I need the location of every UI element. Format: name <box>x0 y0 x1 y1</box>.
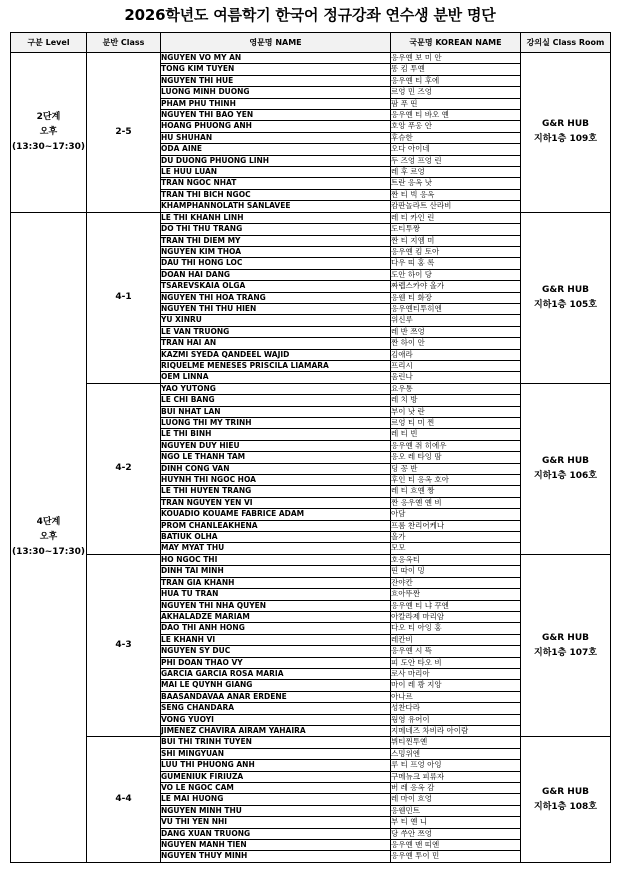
classroom-cell: G&R HUB 지하1층 105호 <box>521 212 611 383</box>
student-korean-name: 짠 하이 안 <box>391 338 521 349</box>
student-english-name: LE KHANH VI <box>161 634 391 645</box>
student-korean-name: 띤 따이 밍 <box>391 566 521 577</box>
student-english-name: NGUYEN THI HUE <box>161 75 391 86</box>
student-korean-name: 흐아뚜짠 <box>391 589 521 600</box>
student-english-name: AKHALADZE MARIAM <box>161 611 391 622</box>
student-english-name: BATIUK OLHA <box>161 532 391 543</box>
level-cell: 2단계 오후 (13:30~17:30) <box>11 53 87 213</box>
student-korean-name: 프롬 찬리어케나 <box>391 520 521 531</box>
student-korean-name: 레 반 쯔엉 <box>391 326 521 337</box>
student-korean-name: 응우옌 티 후에 <box>391 75 521 86</box>
student-korean-name: 웡영 유어이 <box>391 714 521 725</box>
student-korean-name: 레 마이 흐엉 <box>391 794 521 805</box>
student-english-name: DANG XUAN TRUONG <box>161 828 391 839</box>
student-english-name: LE THI BINH <box>161 429 391 440</box>
class-cell: 4-4 <box>87 737 161 862</box>
student-korean-name: 부 티 옌 니 <box>391 817 521 828</box>
student-korean-name: 응우옌 시 뜩 <box>391 646 521 657</box>
roster-body <box>11 53 611 863</box>
table-row <box>11 53 611 64</box>
student-english-name: VU THI YEN NHI <box>161 817 391 828</box>
student-korean-name: 피 도안 타오 비 <box>391 657 521 668</box>
student-korean-name: 요우통 <box>391 383 521 394</box>
student-korean-name: 두 즈엉 프엉 린 <box>391 155 521 166</box>
student-korean-name: 구메뉴크 피류자 <box>391 771 521 782</box>
student-english-name: HO NGOC THI <box>161 554 391 565</box>
student-korean-name: 응우옌 투이 민 <box>391 851 521 862</box>
student-korean-name: 짠 응우옌 옌 비 <box>391 497 521 508</box>
student-english-name: HUA TU TRAN <box>161 589 391 600</box>
classroom-cell: G&R HUB 지하1층 108호 <box>521 737 611 862</box>
student-english-name: PROM CHANLEAKHENA <box>161 520 391 531</box>
student-english-name: OEM LINNA <box>161 372 391 383</box>
student-korean-name: 르엉 민 즈엉 <box>391 87 521 98</box>
student-english-name: GARCIA GARCIA ROSA MARIA <box>161 668 391 679</box>
student-korean-name: 트란 응옥 낫 <box>391 178 521 189</box>
student-english-name: TONG KIM TUYEN <box>161 64 391 75</box>
header-class: 분반 Class <box>87 33 161 53</box>
student-korean-name: 응웬민트 <box>391 805 521 816</box>
student-english-name: NGUYEN THI BAO YEN <box>161 110 391 121</box>
student-korean-name: 뷔티찐투옌 <box>391 737 521 748</box>
student-korean-name: 김애라 <box>391 349 521 360</box>
student-korean-name: 짜렙스카야 올가 <box>391 281 521 292</box>
student-korean-name: 프리시 <box>391 360 521 371</box>
student-english-name: DU DUONG PHUONG LINH <box>161 155 391 166</box>
class-cell: 4-2 <box>87 383 161 554</box>
header-korean-name: 국문명 KOREAN NAME <box>391 33 521 53</box>
classroom-cell: G&R HUB 지하1층 109호 <box>521 53 611 213</box>
student-english-name: KOUADIO KOUAME FABRICE ADAM <box>161 509 391 520</box>
student-english-name: HU SHUHAN <box>161 132 391 143</box>
student-korean-name: 로사 마리아 <box>391 668 521 679</box>
student-english-name: NGUYEN THI NHA QUYEN <box>161 600 391 611</box>
student-english-name: TRAN HAI AN <box>161 338 391 349</box>
class-cell: 4-3 <box>87 554 161 737</box>
student-korean-name: 부이 낫 란 <box>391 406 521 417</box>
student-korean-name: 위신루 <box>391 315 521 326</box>
student-korean-name: 레 후 르엉 <box>391 167 521 178</box>
student-english-name: KAZMI SYEDA QANDEEL WAJID <box>161 349 391 360</box>
student-korean-name: 응우옌티투히엔 <box>391 303 521 314</box>
student-korean-name: 응우옌 킴 토아 <box>391 246 521 257</box>
student-english-name: LUONG MINH DUONG <box>161 87 391 98</box>
student-korean-name: 아담 <box>391 509 521 520</box>
class-cell: 4-1 <box>87 212 161 383</box>
student-english-name: NGUYEN DUY HIEU <box>161 440 391 451</box>
student-korean-name: 오다 아이네 <box>391 144 521 155</box>
student-korean-name: 버 레 응옥 감 <box>391 783 521 794</box>
student-english-name: HOANG PHUONG ANH <box>161 121 391 132</box>
student-english-name: TRAN THI DIEM MY <box>161 235 391 246</box>
student-korean-name: 잔야칸 <box>391 577 521 588</box>
student-korean-name: 응우옌 티 냐 꾸엔 <box>391 600 521 611</box>
student-korean-name: 응오 레 타잉 땀 <box>391 452 521 463</box>
student-korean-name: 성찬다라 <box>391 703 521 714</box>
student-korean-name: 딩 꽁 반 <box>391 463 521 474</box>
table-row <box>11 737 611 748</box>
student-korean-name: 팜 푸 띤 <box>391 98 521 109</box>
student-english-name: BUI NHAT LAN <box>161 406 391 417</box>
student-korean-name: 레칸비 <box>391 634 521 645</box>
student-korean-name: 짠 티 지엠 미 <box>391 235 521 246</box>
student-korean-name: 마이 레 쾅 지앙 <box>391 680 521 691</box>
student-korean-name: 도티투짱 <box>391 224 521 235</box>
student-english-name: LE THI HUYEN TRANG <box>161 486 391 497</box>
table-row <box>11 383 611 394</box>
student-english-name: NGUYEN KIM THOA <box>161 246 391 257</box>
student-korean-name: 응우옌 보 미 안 <box>391 53 521 64</box>
student-english-name: BUI THI TRINH TUYEN <box>161 737 391 748</box>
student-english-name: NGO LE THANH TAM <box>161 452 391 463</box>
student-english-name: PHAM PHU THINH <box>161 98 391 109</box>
classroom-cell: G&R HUB 지하1층 106호 <box>521 383 611 554</box>
student-korean-name: 레 티 카인 린 <box>391 212 521 223</box>
student-korean-name: 옴린나 <box>391 372 521 383</box>
student-english-name: NGUYEN VO MY AN <box>161 53 391 64</box>
student-english-name: TSAREVSKAIA OLGA <box>161 281 391 292</box>
student-korean-name: 후슈한 <box>391 132 521 143</box>
student-korean-name: 당 쑤안 쯔엉 <box>391 828 521 839</box>
student-english-name: YAO YUTONG <box>161 383 391 394</box>
student-english-name: TRAN NGUYEN YEN VI <box>161 497 391 508</box>
student-english-name: YU XINRU <box>161 315 391 326</box>
student-korean-name: 캄판놀라트 산라비 <box>391 201 521 212</box>
student-english-name: DINH CONG VAN <box>161 463 391 474</box>
student-english-name: TRAN THI BICH NGOC <box>161 189 391 200</box>
student-korean-name: 도안 하이 당 <box>391 269 521 280</box>
student-english-name: NGUYEN THUY MINH <box>161 851 391 862</box>
class-cell: 2-5 <box>87 53 161 213</box>
student-korean-name: 아칼라제 마리암 <box>391 611 521 622</box>
student-korean-name: 레 치 방 <box>391 395 521 406</box>
student-english-name: PHI DOAN THAO VY <box>161 657 391 668</box>
student-korean-name: 다오 티 아잉 홍 <box>391 623 521 634</box>
student-english-name: LUU THI PHUONG ANH <box>161 760 391 771</box>
student-english-name: NGUYEN THI HOA TRANG <box>161 292 391 303</box>
student-korean-name: 응우옌 맨 띠엔 <box>391 840 521 851</box>
student-english-name: JIMENEZ CHAVIRA AIRAM YAHAIRA <box>161 725 391 736</box>
student-english-name: NGUYEN THI THU HIEN <box>161 303 391 314</box>
student-english-name: TRAN GIA KHANH <box>161 577 391 588</box>
student-english-name: LE THI KHANH LINH <box>161 212 391 223</box>
header-level: 구분 Level <box>11 33 87 53</box>
class-roster-table <box>10 32 611 863</box>
table-header-row <box>11 33 611 53</box>
student-korean-name: 응우옌 티 바오 옌 <box>391 110 521 121</box>
student-english-name: NGUYEN MINH THU <box>161 805 391 816</box>
student-english-name: GUMENIUK FIRIUZA <box>161 771 391 782</box>
student-korean-name: 똥 킴 투옌 <box>391 64 521 75</box>
table-row <box>11 554 611 565</box>
student-english-name: LE MAI HUONG <box>161 794 391 805</box>
student-korean-name: 짠 티 빅 응옥 <box>391 189 521 200</box>
student-english-name: SENG CHANDARA <box>161 703 391 714</box>
student-english-name: MAY MYAT THU <box>161 543 391 554</box>
student-english-name: SHI MINGYUAN <box>161 748 391 759</box>
student-korean-name: 지메네즈 차비라 아이람 <box>391 725 521 736</box>
header-classroom: 강의실 Class Room <box>521 33 611 53</box>
student-english-name: TRAN NGOC NHAT <box>161 178 391 189</box>
student-korean-name: 응웬 티 화장 <box>391 292 521 303</box>
student-korean-name: 루 티 프엉 아잉 <box>391 760 521 771</box>
student-english-name: LE HUU LUAN <box>161 167 391 178</box>
student-english-name: DINH TAI MINH <box>161 566 391 577</box>
student-korean-name: 다우 띠 홍 록 <box>391 258 521 269</box>
student-korean-name: 레 티 빈 <box>391 429 521 440</box>
student-korean-name: 후인 티 응옥 호아 <box>391 475 521 486</box>
student-korean-name: 호앙 푸옹 안 <box>391 121 521 132</box>
document-title: 2026학년도 여름학기 한국어 정규강좌 연수생 분반 명단 <box>124 6 496 24</box>
student-english-name: LE CHI BANG <box>161 395 391 406</box>
student-english-name: DAU THI HONG LOC <box>161 258 391 269</box>
student-english-name: NGUYEN MANH TIEN <box>161 840 391 851</box>
classroom-cell: G&R HUB 지하1층 107호 <box>521 554 611 737</box>
student-korean-name: 르엉 티 미 찐 <box>391 418 521 429</box>
student-english-name: DO THI THU TRANG <box>161 224 391 235</box>
student-english-name: BAASANDAVAA ANAR ERDENE <box>161 691 391 702</box>
student-english-name: HUYNH THI NGOC HOA <box>161 475 391 486</box>
student-korean-name: 스밍위엔 <box>391 748 521 759</box>
level-cell: 4단계 오후 (13:30~17:30) <box>11 212 87 862</box>
student-english-name: ODA AINE <box>161 144 391 155</box>
student-korean-name: 레 티 흐옌 짱 <box>391 486 521 497</box>
student-korean-name: 올가 <box>391 532 521 543</box>
student-english-name: NGUYEN SY DUC <box>161 646 391 657</box>
student-english-name: DAO THI ANH HONG <box>161 623 391 634</box>
student-english-name: LUONG THI MY TRINH <box>161 418 391 429</box>
header-name: 영문명 NAME <box>161 33 391 53</box>
student-english-name: MAI LE QUYNH GIANG <box>161 680 391 691</box>
table-row <box>11 212 611 223</box>
student-english-name: LE VAN TRUONG <box>161 326 391 337</box>
student-english-name: VO LE NGOC CAM <box>161 783 391 794</box>
student-korean-name: 응우옌 쥐 히에우 <box>391 440 521 451</box>
student-korean-name: 호응옥티 <box>391 554 521 565</box>
student-korean-name: 모모 <box>391 543 521 554</box>
student-english-name: RIQUELME MENESES PRISCILA LIAMARA <box>161 360 391 371</box>
student-english-name: DOAN HAI DANG <box>161 269 391 280</box>
student-english-name: VONG YUOYI <box>161 714 391 725</box>
student-korean-name: 아나르 <box>391 691 521 702</box>
student-english-name: KHAMPHANNOLATH SANLAVEE <box>161 201 391 212</box>
